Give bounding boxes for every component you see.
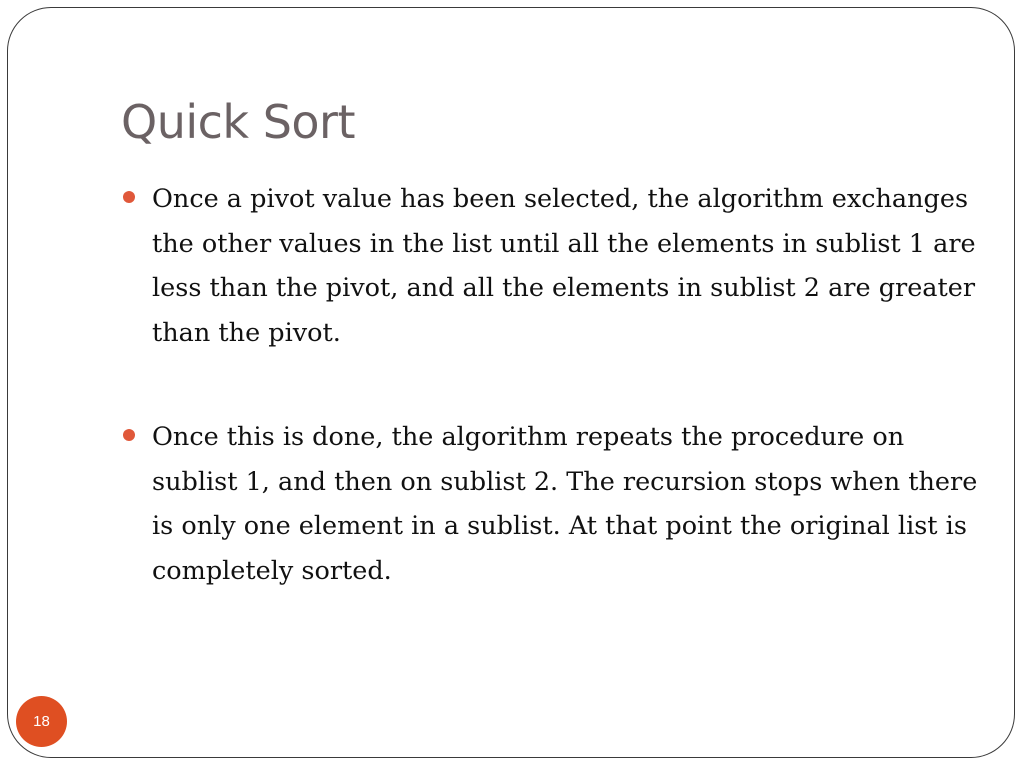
slide-frame [7, 7, 1015, 758]
bullet-dot-icon [123, 429, 135, 441]
bullet-item [121, 415, 981, 593]
bullet-text: Once a pivot value has been selected, the algorithm exchanges the other values in the list until all the elements in sublist 1 are less than the pivot, and all the elements in sublist 2 are greater than the pivot. [152, 184, 976, 348]
page-number-badge: 18 [16, 696, 67, 747]
bullet-item [121, 177, 981, 355]
slide-title: Quick Sort [121, 95, 355, 149]
bullet-dot-icon [123, 191, 135, 203]
bullet-list [121, 177, 981, 593]
bullet-text: Once this is done, the algorithm repeats the procedure on sublist 1, and then on sublist 2. The recursion stops when there is only one element in a sublist. At that point the original list is completely sorted. [152, 422, 978, 586]
